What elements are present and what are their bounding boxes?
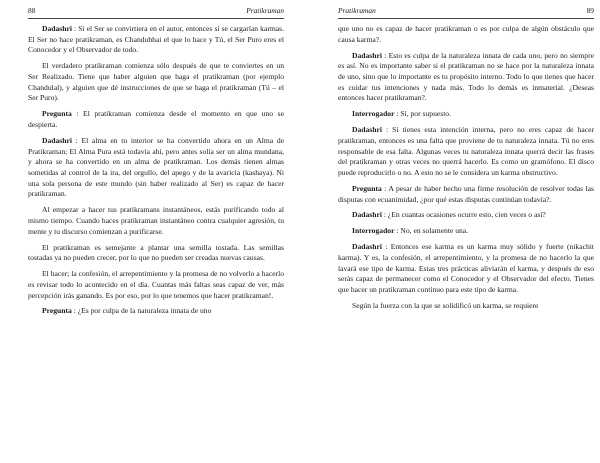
- speaker-label: Dadashri: [42, 135, 72, 145]
- paragraph-text: : Entonces ese karma es un karma muy sólido y fuerte (nikachit karma). Y es, la confesión, el arrepentimiento, y la promesa de no hacerlo la que lavará ese tipo de karma. Estas tres prácticas aliviarán el karma, y después de eso serás capaz de permanecer como el Conocedor y el Observador del efecto. Tienes que hacer un pratikraman continuo para este tipo de karma.: [338, 242, 594, 295]
- speaker-label: Interrogador: [352, 109, 395, 119]
- paragraph-text: Según la fuerza con la que se solidificó un karma, se requiere: [352, 300, 539, 310]
- right-page-header: [338, 6, 594, 19]
- running-title: Pratikraman: [246, 6, 284, 15]
- left-page-header: [28, 6, 284, 19]
- paragraph-text: : Esto es culpa de la naturaleza innata de cada uno, pero no siempre es así. No es importante saber si el pratikraman no se hace por la naturaleza innata de uno, sino que lo importante es tu propósito interno. Todo lo que tienes que hacer es cuidar tus intenciones y nada más. Todo lo demás es inmaterial. ¿Deseas entonces hacer pratikraman?.: [338, 50, 594, 103]
- paragraph-text: que uno no es capaz de hacer pratikraman o es por culpa de algún obstáculo que causa karma?.: [338, 24, 594, 44]
- speaker-label: Dadashri: [352, 242, 382, 252]
- speaker-label: Pregunta: [42, 109, 72, 119]
- paragraph: [28, 306, 284, 317]
- paragraph: [338, 301, 594, 312]
- speaker-label: Dadashri: [352, 125, 382, 135]
- speaker-label: Dadashri: [352, 210, 382, 220]
- paragraph: [338, 51, 594, 105]
- paragraph: [338, 242, 594, 296]
- speaker-label: Dadashri: [352, 50, 382, 60]
- right-page-body: [338, 24, 594, 317]
- running-title: Pratikraman: [338, 6, 376, 15]
- paragraph: [338, 184, 594, 205]
- speaker-label: Pregunta: [42, 306, 72, 316]
- paragraph-text: : El alma en tu interior se ha convertido ahora en un Alma de Pratikraman; El Alma Pura está todavía ahí, pero antes solía ser un alma mundana, y ahora se ha convertido en un alma de pratikraman. Los demás tienen almas sometidas al control de la ira, del orgullo, del apego y de la avaricia (kashaya). Ni una sola persona de este mundo (sin haber realizado al Ser) es capaz de hacer pratikraman.: [28, 135, 284, 199]
- paragraph: [28, 61, 284, 104]
- paragraph: [28, 243, 284, 264]
- paragraph: [338, 226, 594, 237]
- left-page-body: [28, 24, 284, 322]
- paragraph-text: El pratikraman es semejante a plantar una semilla tostada. Las semillas tostadas ya no pueden crecer, por lo que no pueden ser creadas nuevas causas.: [28, 242, 284, 263]
- paragraph: [338, 24, 594, 45]
- paragraph: [28, 136, 284, 200]
- paragraph: [338, 210, 594, 221]
- paragraph-text: : No, en solamente una.: [394, 226, 469, 236]
- page-number: 89: [586, 6, 594, 15]
- paragraph-text: El verdadero pratikraman comienza sólo después de que te conviertes en un Ser Realizado. Tiene que haber alguien que haga el pratikraman (por ejemplo Chandulal), y alguien que dé instrucciones de que se haga el pratikraman (Tú – el Ser Puro).: [28, 61, 284, 103]
- speaker-label: Dadashri: [42, 24, 72, 33]
- paragraph: [28, 109, 284, 130]
- paragraph-text: : El pratikraman comienza desde el momento en que uno se despierta.: [28, 109, 284, 129]
- paragraph-text: : Si tienes esta intención interna, pero no eres capaz de hacer pratikraman, entonces es una falta que proviene de tu naturaleza innata. Tú no eres responsable de esa falta. Algunas veces tu naturaleza innata querrá decir las frases del pratikraman y otras veces no querrá hacerlo. Es como un gramófono. El disco puede reproducirlo o no. A esto no se le considera un karma obstructivo.: [338, 125, 594, 177]
- speaker-label: Interrogador: [352, 226, 395, 236]
- left-page: [28, 0, 284, 463]
- speaker-label: Pregunta: [352, 183, 382, 193]
- paragraph: [28, 24, 284, 56]
- paragraph: [338, 125, 594, 179]
- paragraph-text: : ¿Es por culpa de la naturaleza innata de uno: [71, 306, 212, 316]
- paragraph-text: Al empezar a hacer tus pratikramans instantáneos, estás purificando todo al mismo tiempo. Cuando haces pratikraman instantáneo contra cualquier agresión, tu mente y tu discurso comienzan a purificarse.: [28, 205, 284, 236]
- paragraph: [338, 109, 594, 120]
- paragraph-text: : ¿En cuantas ocasiones ocurre esto, cien veces o así?: [381, 210, 546, 220]
- paragraph-text: El hacer; la confesión, el arrepentimiento y la promesa de no volverlo a hacerlo es revisar todo lo acontecido en el día. Cuantas más faltas seas capaz de ver, más percepción irás ganando. Es por eso, por lo que tenemos que hacer pratikraman!.: [28, 269, 284, 300]
- right-page: [338, 0, 594, 463]
- paragraph: [28, 269, 284, 301]
- paragraph-text: : Si el Ser se convirtiera en el autor, entonces sí se cargarían karmas. El Ser no hace pratikraman, es Chandubhai el que lo hace y Tú, el Ser Puro eres el Conocedor y el Observador de todo.: [28, 24, 284, 55]
- paragraph: [28, 205, 284, 237]
- page-number: 88: [28, 6, 36, 15]
- paragraph-text: : Sí, por supuesto.: [394, 109, 452, 119]
- paragraph-text: : A pesar de haber hecho una firme resolución de resolver todas las disputas con ecuanimidad, ¿por qué estas disputas continúan todavía?.: [338, 183, 594, 204]
